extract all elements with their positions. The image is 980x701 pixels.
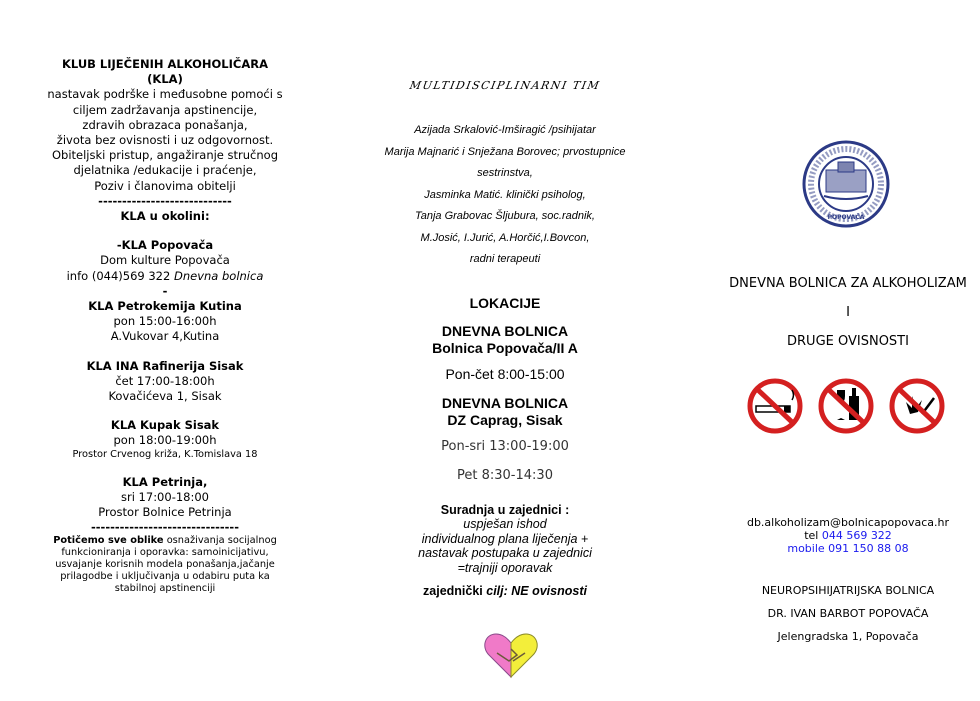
location-2-hours-2: Pet 8:30-14:30: [457, 467, 553, 483]
contact-block: [728, 516, 968, 555]
kla-popovaca-info-italic: Dnevna bolnica: [173, 268, 264, 283]
kla-ina-time: čet 17:00-18:00h: [115, 373, 215, 388]
encourage-bold: Potičemo sve oblike: [53, 535, 164, 547]
kla-intro-5: Obiteljski pristup, angažiranje stručnog: [51, 148, 278, 163]
spacer: [45, 224, 285, 238]
kla-intro-4: života bez ovisnosti i uz odgovornost.: [56, 133, 274, 148]
kla-kutina-time: pon 15:00-16:00h: [113, 314, 217, 329]
collaboration-line: individualnog plana liječenja +: [421, 531, 589, 546]
kla-petrinja-place: Prostor Bolnice Petrinja: [98, 505, 232, 520]
team-member: Tanja Grabovac Šljubura, soc.radnik,: [415, 210, 595, 222]
dash-separator: -: [162, 283, 168, 298]
collaboration-block: [380, 503, 630, 576]
location-2-sub: DZ Caprag, Sisak: [447, 411, 563, 428]
kla-abbr: (KLA): [147, 72, 183, 87]
kla-intro-3: zdravih obrazaca ponašanja,: [82, 117, 248, 132]
kla-intro-2: ciljem zadržavanja apstinencije,: [72, 102, 258, 117]
encourage-text: osnaživanja socijalnog funkcioniranja i oporavka: samoinicijativu, usvajanje korisnih modela ponašanja,jačanje prilagodbe i uključivanja u odabiru puta ka stabilnoj apstinenciji: [55, 535, 277, 595]
address-line-1: NEUROPSIHIJATRIJSKA BOLNICA: [761, 584, 935, 597]
location-1-sub: Bolnica Popovača/II A: [432, 339, 578, 356]
phone-line: [728, 529, 968, 542]
logo-bottom-text: POPOVAČA: [827, 214, 865, 221]
spacer: [728, 555, 968, 579]
collaboration-title: Suradnja u zajednici :: [440, 502, 570, 517]
kla-kupak-time: pon 18:00-19:00h: [113, 433, 217, 448]
kla-nearby-title: KLA u okolini:: [120, 209, 210, 224]
kla-column: [45, 0, 285, 595]
goal-italic: cilj: NE ovisnosti: [486, 584, 587, 598]
team-list: [380, 120, 630, 271]
collaboration-line: nastavak postupaka u zajednici: [418, 546, 592, 560]
kla-petrinja-time: sri 17:00-18:00: [120, 489, 209, 504]
locations-title: LOKACIJE: [469, 294, 541, 311]
spacer: [45, 345, 285, 359]
team-member: M.Josić, I.Jurić, A.Horčić,I.Bovcon,: [420, 231, 590, 244]
kla-title: KLUB LIJEČENIH ALKOHOLIČARA: [61, 57, 268, 71]
kla-kutina-place: A.Vukovar 4,Kutina: [110, 329, 220, 344]
location-1-title: DNEVNA BOLNICA: [441, 322, 569, 339]
location-2-title: DNEVNA BOLNICA: [441, 394, 569, 411]
spacer: [380, 311, 630, 323]
divider: -------------------------------: [91, 520, 239, 535]
kla-popovaca-phone: info (044)569 322: [66, 268, 171, 283]
encourage-paragraph: [45, 535, 285, 595]
kla-petrinja-name: KLA Petrinja,: [122, 474, 208, 489]
kla-intro-6: djelatnika /edukacije i praćenje,: [73, 163, 257, 178]
hospital-column: [728, 0, 968, 648]
team-column: [380, 0, 630, 598]
kla-popovaca-name: -KLA Popovača: [116, 238, 214, 253]
team-member: radni terapeuti: [469, 253, 541, 265]
hospital-title-line2: DRUGE OVISNOSTI: [787, 334, 909, 349]
location-2-hours-1: Pon-sri 13:00-19:00: [441, 438, 569, 454]
divider: ----------------------------: [98, 193, 232, 208]
team-member: Jasminka Matić. klinički psiholog,: [424, 188, 586, 201]
no-alcohol-icon: [815, 378, 877, 434]
team-member: Marija Majnarić i Snježana Borovec; prvostupnice: [384, 145, 626, 158]
kla-intro-7: Poziv i članovima obitelji: [94, 178, 236, 193]
kla-kupak-place: Prostor Crvenog križa, K.Tomislava 18: [72, 448, 258, 460]
hospital-title-line1: DNEVNA BOLNICA ZA ALKOHOLIZAM I: [729, 276, 967, 320]
team-member: Azijada Srkalović-Imširagić /psihijatar: [414, 124, 596, 136]
spacer: [45, 404, 285, 418]
kla-popovaca-info: [45, 269, 285, 284]
no-smoking-icon: [744, 378, 806, 434]
kla-intro-1: nastavak podrške i međusobne pomoći s: [47, 87, 283, 102]
goal-bold: zajednički: [423, 584, 487, 598]
heart-handshake-icon: [483, 631, 539, 679]
team-member: sestrinstva,: [477, 167, 533, 179]
address-line-2: DR. IVAN BARBOT POPOVAČA: [767, 607, 929, 620]
address-block: [728, 579, 968, 648]
kla-kupak-name: KLA Kupak Sisak: [110, 418, 220, 433]
kla-ina-place: Kovačićeva 1, Sisak: [108, 389, 222, 404]
goal-line: [380, 584, 630, 598]
hospital-title: [728, 269, 968, 356]
location-1-hours: Pon-čet 8:00-15:00: [445, 365, 565, 382]
no-drugs-icon: [886, 378, 948, 434]
address-line-3: Jelengradska 1, Popovača: [777, 630, 919, 643]
team-title: MULTIDISCIPLINARNI TIM: [408, 79, 602, 92]
phone-label: tel: [804, 529, 822, 542]
email-link[interactable]: db.alkoholizam@bolnicapopovaca.hr: [746, 516, 950, 529]
collaboration-line: =trajniji oporavak: [457, 560, 553, 575]
mobile-line[interactable]: mobile 091 150 88 08: [787, 542, 909, 555]
spacer: [45, 461, 285, 475]
kla-kutina-name: KLA Petrokemija Kutina: [88, 299, 242, 314]
kla-popovaca-place: Dom kulture Popovača: [100, 253, 230, 268]
kla-ina-name: KLA INA Rafinerija Sisak: [86, 358, 244, 373]
phone-number[interactable]: 044 569 322: [821, 529, 892, 542]
collaboration-line: uspješan ishod: [463, 517, 547, 531]
